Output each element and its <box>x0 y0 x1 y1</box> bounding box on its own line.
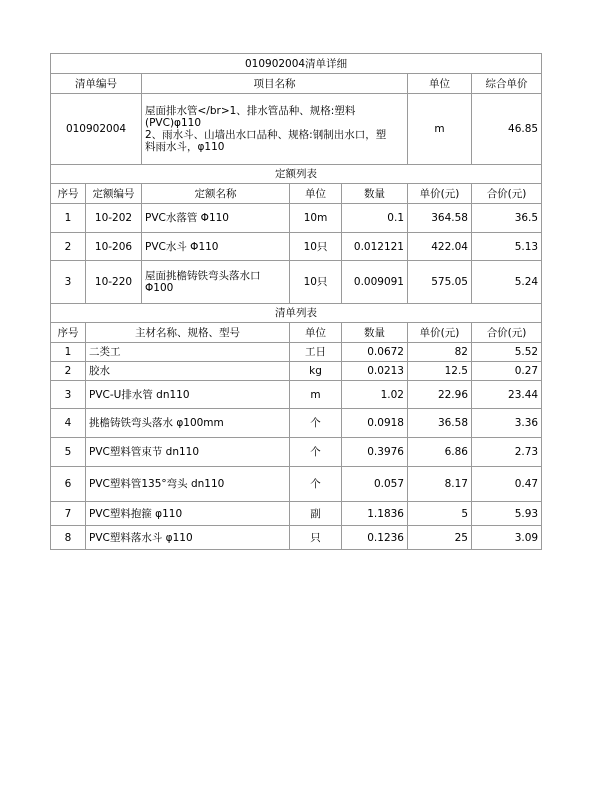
quota-qty: 0.1 <box>342 204 408 233</box>
material-unit: 只 <box>290 526 342 550</box>
quota-section-title-row <box>51 165 542 184</box>
material-row <box>51 343 542 362</box>
item-name-line: (PVC)φ110 <box>145 117 202 129</box>
material-price: 82 <box>408 343 472 362</box>
material-total: 0.47 <box>472 467 542 502</box>
material-section-title: 清单列表 <box>51 304 542 323</box>
material-seq: 2 <box>51 362 86 381</box>
material-price: 36.58 <box>408 409 472 438</box>
quota-qty: 0.012121 <box>342 233 408 261</box>
material-seq-header: 序号 <box>51 323 86 343</box>
material-total: 5.52 <box>472 343 542 362</box>
material-price: 25 <box>408 526 472 550</box>
quota-code: 10-206 <box>86 233 142 261</box>
material-unit-header: 单位 <box>290 323 342 343</box>
item-price: 46.85 <box>472 94 542 165</box>
material-row <box>51 362 542 381</box>
item-row <box>51 94 542 165</box>
material-price-header: 单价(元) <box>408 323 472 343</box>
material-qty: 1.1836 <box>342 502 408 526</box>
quota-seq: 3 <box>51 261 86 304</box>
item-unit-header: 单位 <box>408 74 472 94</box>
material-row <box>51 526 542 550</box>
quota-price-header: 单价(元) <box>408 184 472 204</box>
quota-code: 10-220 <box>86 261 142 304</box>
material-qty: 0.0918 <box>342 409 408 438</box>
item-name-line: 屋面排水管</br>1、排水管品种、规格:塑料 <box>145 105 356 117</box>
material-unit: 个 <box>290 409 342 438</box>
material-qty: 0.0672 <box>342 343 408 362</box>
quota-qty: 0.009091 <box>342 261 408 304</box>
material-name: 胶水 <box>86 362 290 381</box>
material-total: 2.73 <box>472 438 542 467</box>
item-code: 010902004 <box>51 94 142 165</box>
material-price: 6.86 <box>408 438 472 467</box>
material-qty: 0.1236 <box>342 526 408 550</box>
bill-detail-table <box>50 53 542 550</box>
material-row <box>51 438 542 467</box>
quota-price: 575.05 <box>408 261 472 304</box>
quota-total: 5.24 <box>472 261 542 304</box>
table-title-row <box>51 54 542 74</box>
quota-code-header: 定额编号 <box>86 184 142 204</box>
material-name: 挑檐铸铁弯头落水 φ100mm <box>86 409 290 438</box>
quota-name: PVC水斗 Φ110 <box>142 233 290 261</box>
material-unit: 工日 <box>290 343 342 362</box>
material-price: 12.5 <box>408 362 472 381</box>
quota-row <box>51 233 542 261</box>
quota-qty-header: 数量 <box>342 184 408 204</box>
material-seq: 8 <box>51 526 86 550</box>
table-title: 010902004清单详细 <box>51 54 542 74</box>
material-unit: kg <box>290 362 342 381</box>
quota-row <box>51 261 542 304</box>
material-total: 23.44 <box>472 381 542 409</box>
material-row <box>51 381 542 409</box>
quota-price: 364.58 <box>408 204 472 233</box>
quota-header-row <box>51 184 542 204</box>
material-price: 22.96 <box>408 381 472 409</box>
quota-total-header: 合价(元) <box>472 184 542 204</box>
item-name-line: 2、雨水斗、山墙出水口品种、规格:钢制出水口，塑 <box>145 129 387 141</box>
quota-name <box>142 261 290 304</box>
item-name-header: 项目名称 <box>142 74 408 94</box>
material-seq: 1 <box>51 343 86 362</box>
material-name: PVC塑料落水斗 φ110 <box>86 526 290 550</box>
quota-unit-header: 单位 <box>290 184 342 204</box>
item-name <box>142 94 408 165</box>
item-price-header: 综合单价 <box>472 74 542 94</box>
item-unit: m <box>408 94 472 165</box>
material-row <box>51 502 542 526</box>
quota-name-line: 屋面挑檐铸铁弯头落水口 <box>145 270 261 282</box>
item-name-line: 料雨水斗，φ110 <box>145 141 225 153</box>
material-seq: 4 <box>51 409 86 438</box>
quota-unit: 10只 <box>290 233 342 261</box>
material-total: 3.09 <box>472 526 542 550</box>
material-name: PVC塑料管135°弯头 dn110 <box>86 467 290 502</box>
material-qty: 0.057 <box>342 467 408 502</box>
material-total: 3.36 <box>472 409 542 438</box>
material-section-title-row <box>51 304 542 323</box>
quota-row <box>51 204 542 233</box>
material-price: 5 <box>408 502 472 526</box>
material-name: 二类工 <box>86 343 290 362</box>
material-qty: 0.3976 <box>342 438 408 467</box>
material-seq: 5 <box>51 438 86 467</box>
material-price: 8.17 <box>408 467 472 502</box>
quota-unit: 10m <box>290 204 342 233</box>
quota-total: 36.5 <box>472 204 542 233</box>
material-total: 5.93 <box>472 502 542 526</box>
quota-code: 10-202 <box>86 204 142 233</box>
quota-unit: 10只 <box>290 261 342 304</box>
material-unit: 副 <box>290 502 342 526</box>
material-seq: 3 <box>51 381 86 409</box>
quota-name-line: Φ100 <box>145 282 174 294</box>
material-name: PVC塑料抱箍 φ110 <box>86 502 290 526</box>
quota-section-title: 定额列表 <box>51 165 542 184</box>
material-qty-header: 数量 <box>342 323 408 343</box>
material-header-row <box>51 323 542 343</box>
material-qty: 0.0213 <box>342 362 408 381</box>
quota-seq-header: 序号 <box>51 184 86 204</box>
material-qty: 1.02 <box>342 381 408 409</box>
material-seq: 6 <box>51 467 86 502</box>
material-name: PVC-U排水管 dn110 <box>86 381 290 409</box>
material-name: PVC塑料管束节 dn110 <box>86 438 290 467</box>
quota-name: PVC水落管 Φ110 <box>142 204 290 233</box>
material-unit: 个 <box>290 467 342 502</box>
material-row <box>51 409 542 438</box>
material-row <box>51 467 542 502</box>
material-unit: m <box>290 381 342 409</box>
item-code-header: 清单编号 <box>51 74 142 94</box>
quota-seq: 2 <box>51 233 86 261</box>
quota-seq: 1 <box>51 204 86 233</box>
material-name-header: 主材名称、规格、型号 <box>86 323 290 343</box>
item-header-row <box>51 74 542 94</box>
material-seq: 7 <box>51 502 86 526</box>
quota-price: 422.04 <box>408 233 472 261</box>
material-total-header: 合价(元) <box>472 323 542 343</box>
quota-name-header: 定额名称 <box>142 184 290 204</box>
quota-total: 5.13 <box>472 233 542 261</box>
material-unit: 个 <box>290 438 342 467</box>
material-total: 0.27 <box>472 362 542 381</box>
